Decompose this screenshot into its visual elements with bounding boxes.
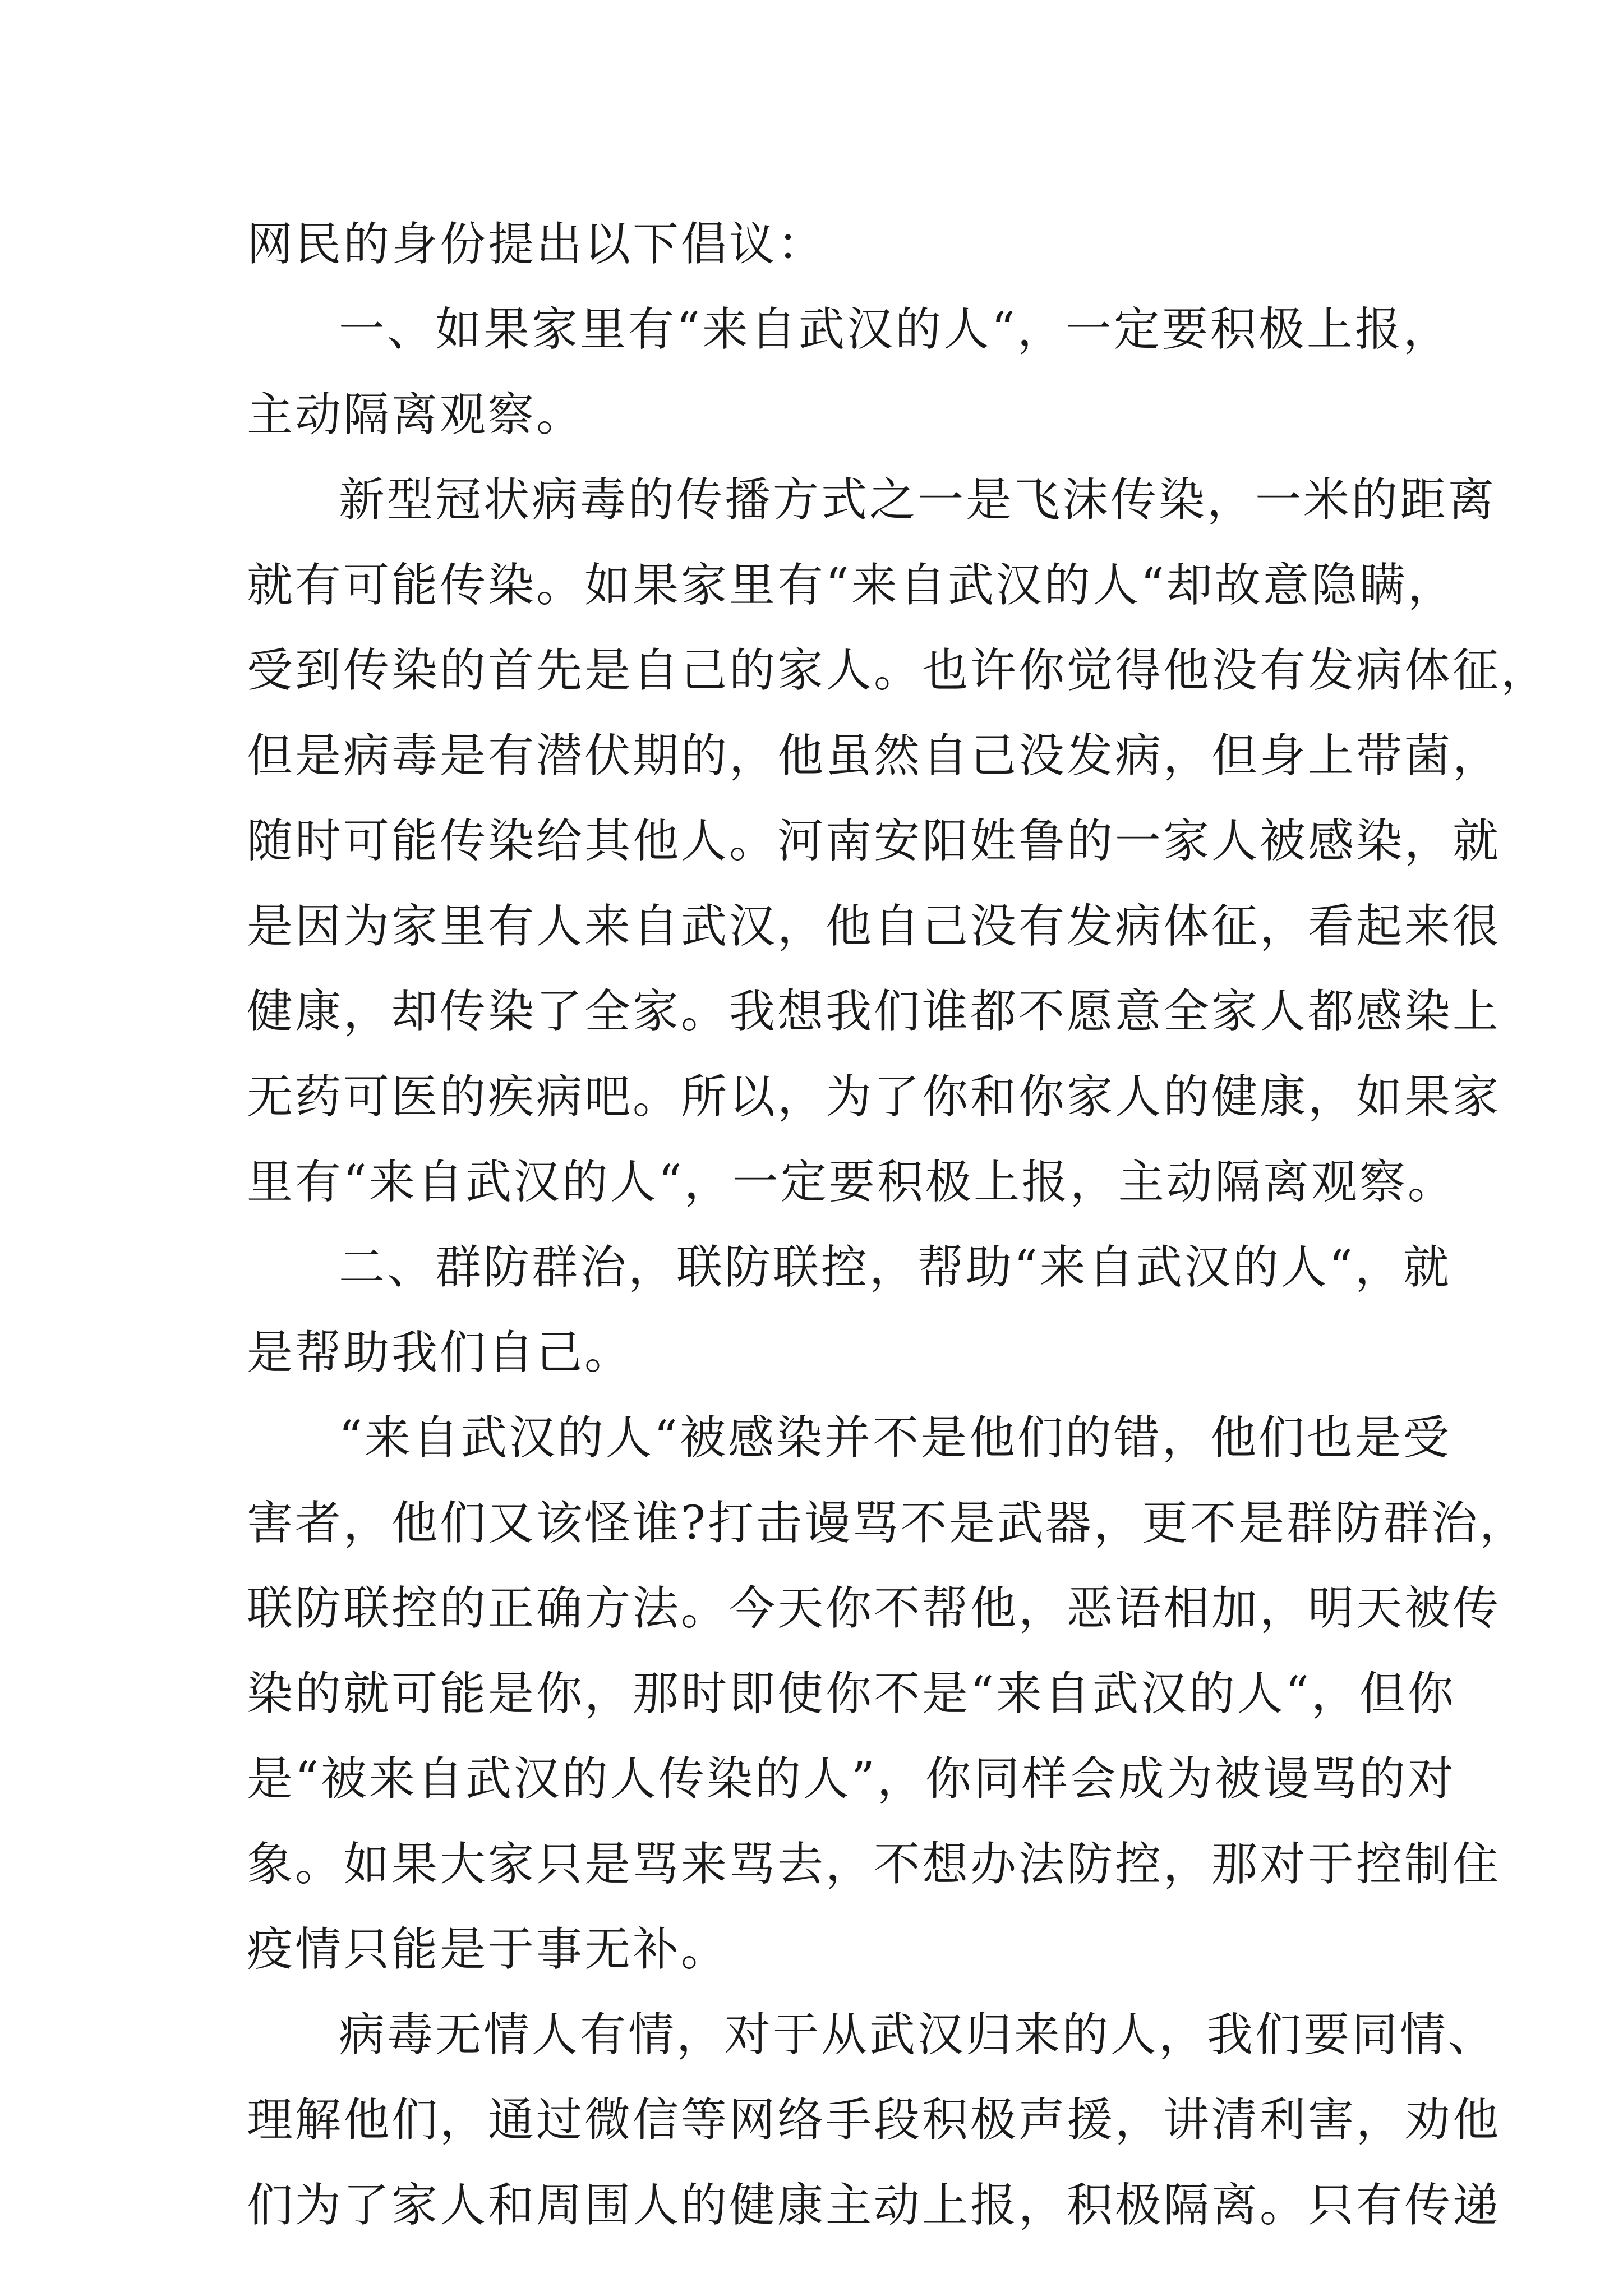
text-line: 随时可能传染给其他人。河南安阳姓鲁的一家人被感染，就 xyxy=(247,815,1501,868)
text-line: 无药可医的疾病吧。所以，为了你和你家人的健康，如果家 xyxy=(247,1070,1501,1124)
document-body xyxy=(247,202,1550,2248)
text-line: 象。如果大家只是骂来骂去，不想办法防控，那对于控制住 xyxy=(247,1838,1501,1891)
text-line: 是“被来自武汉的人传染的人”，你同样会成为被谩骂的对 xyxy=(247,1752,1456,1806)
text-line: 联防联控的正确方法。今天你不帮他，恶语相加，明天被传 xyxy=(247,1582,1501,1635)
text-line: 新型冠状病毒的传播方式之一是飞沫传染，一米的距离 xyxy=(339,473,1497,527)
text-line: 一、如果家里有“来自武汉的人“，一定要积极上报， xyxy=(339,303,1451,356)
text-line: 健康，却传染了全家。我想我们谁都不愿意全家人都感染上 xyxy=(247,985,1501,1038)
text-line: 病毒无情人有情，对于从武汉归来的人，我们要同情、 xyxy=(339,2008,1497,2062)
text-line: 是帮助我们自己。 xyxy=(247,1326,633,1379)
text-line: 疫情只能是于事无补。 xyxy=(247,1923,730,1976)
text-line: 里有“来自武汉的人“，一定要积极上报，主动隔离观察。 xyxy=(247,1156,1456,1209)
text-line: 网民的身份提出以下倡议： xyxy=(247,218,826,271)
text-line: 但是病毒是有潜伏期的，他虽然自己没发病，但身上带菌， xyxy=(247,729,1501,783)
text-line: 们为了家人和周围人的健康主动上报，积极隔离。只有传递 xyxy=(247,2179,1501,2232)
text-line: 二、群防群治，联防联控，帮助“来自武汉的人“，就 xyxy=(339,1241,1451,1294)
text-line: 是因为家里有人来自武汉，他自己没有发病体征，看起来很 xyxy=(247,900,1501,953)
text-line: 染的就可能是你，那时即使你不是“来自武汉的人“，但你 xyxy=(247,1667,1456,1720)
text-line: 理解他们，通过微信等网络手段积极声援，讲清利害，劝他 xyxy=(247,2093,1501,2147)
text-line: 就有可能传染。如果家里有“来自武汉的人“却故意隐瞒， xyxy=(247,559,1456,612)
text-line: 主动隔离观察。 xyxy=(247,388,585,441)
text-line: 害者，他们又该怪谁?打击谩骂不是武器，更不是群防群治， xyxy=(247,1497,1528,1550)
text-line: 受到传染的首先是自己的家人。也许你觉得他没有发病体征， xyxy=(247,644,1550,697)
text-line: “来自武汉的人“被感染并不是他们的错，他们也是受 xyxy=(339,1411,1451,1465)
